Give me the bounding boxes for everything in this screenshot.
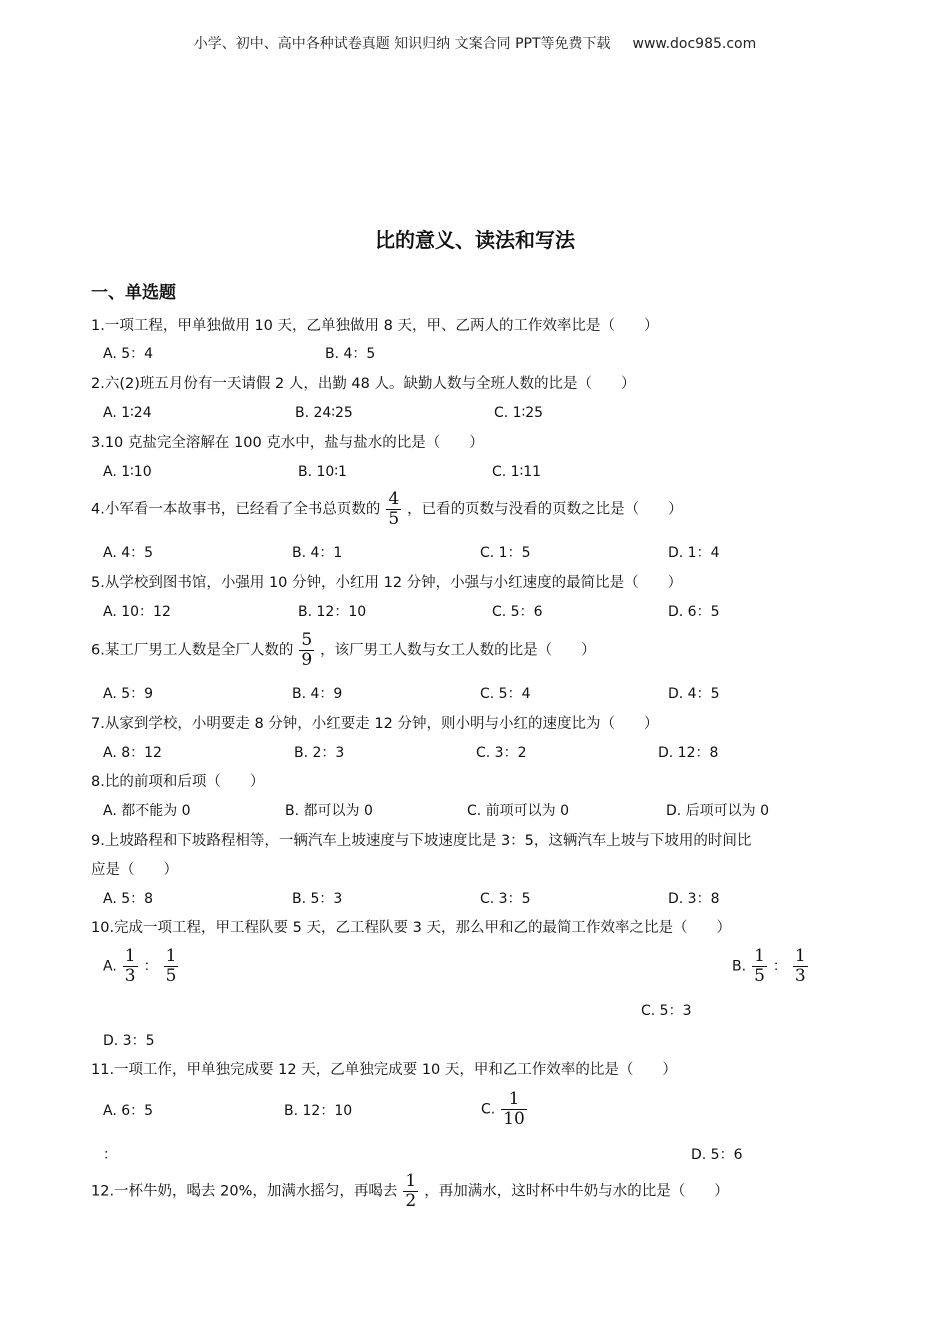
q12-numerator: 1: [405, 1171, 417, 1191]
q10-a-sep: ：: [143, 958, 158, 975]
q11-c-tail: ：: [103, 1147, 117, 1163]
q10-b-den-1: 5: [754, 966, 765, 986]
q5-option-c[interactable]: C. 5：6: [492, 604, 543, 620]
q7-option-b[interactable]: B. 2：3: [294, 745, 345, 761]
question-10: 10.完成一项工程，甲工程队要 5 天，乙工程队要 3 天，那么甲和乙的最简工作效率之比是（ ）: [91, 920, 731, 936]
q11-c-label: C.: [481, 1101, 496, 1118]
q11-c-denominator: 10: [503, 1109, 525, 1129]
q7-option-a[interactable]: A. 8：12: [103, 745, 162, 761]
question-2: 2.六(2)班五月份有一天请假 2 人，出勤 48 人。缺勤人数与全班人数的比是（ ）: [91, 376, 636, 392]
q10-a-fraction-1: [123, 947, 138, 986]
q10-b-den-2: 3: [794, 966, 806, 986]
q9-option-b[interactable]: B. 5：3: [292, 891, 343, 907]
q11-c-numerator: 1: [508, 1089, 520, 1109]
q2-option-b[interactable]: B. 24∶25: [295, 405, 353, 421]
q6-text-post: ，该厂男工人数与女工人数的比是（ ）: [320, 642, 596, 659]
q10-a-den-2: 5: [165, 966, 177, 986]
q4-option-b[interactable]: B. 4：1: [292, 545, 343, 561]
q5-option-a[interactable]: A. 10：12: [103, 604, 171, 620]
q4-text-pre: 4.小军看一本故事书，已经看了全书总页数的: [91, 501, 381, 518]
question-7: 7.从家到学校，小明要走 8 分钟，小红要走 12 分钟，则小明与小红的速度比为（ ）: [91, 716, 659, 732]
question-12: [91, 1172, 729, 1211]
q4-option-a[interactable]: A. 4：5: [103, 545, 154, 561]
q3-option-c[interactable]: C. 1∶11: [492, 464, 542, 480]
q11-option-c[interactable]: [481, 1090, 533, 1129]
q2-option-a[interactable]: A. 1∶24: [103, 405, 152, 421]
q8-option-d[interactable]: D. 后项可以为 0: [666, 803, 770, 819]
question-1: 1.一项工程，甲单独做用 10 天，乙单独做用 8 天，甲、乙两人的工作效率比是（ ）: [91, 318, 659, 334]
q10-option-b[interactable]: [732, 947, 814, 986]
q12-text-post: ，再加满水，这时杯中牛奶与水的比是（ ）: [424, 1183, 729, 1200]
q6-option-d[interactable]: D. 4：5: [668, 686, 720, 702]
q1-option-b[interactable]: B. 4：5: [325, 346, 376, 362]
q8-option-b[interactable]: B. 都可以为 0: [285, 803, 373, 819]
q6-option-c[interactable]: C. 5：4: [480, 686, 531, 702]
q12-denominator: 2: [405, 1191, 417, 1211]
q10-b-label: B.: [732, 958, 747, 975]
q10-option-c[interactable]: C. 5：3: [641, 1003, 692, 1019]
question-11: 11.一项工作，甲单独完成要 12 天，乙单独完成要 10 天，甲和乙工作效率的比是（ ）: [91, 1062, 677, 1078]
q10-b-num-2: 1: [794, 946, 806, 966]
page-title: 比的意义、读法和写法: [375, 228, 575, 252]
q10-a-den-1: 3: [124, 966, 136, 986]
q6-numerator: 5: [301, 630, 313, 650]
question-9-cont: 应是（ ）: [91, 862, 178, 878]
question-4: [91, 490, 683, 529]
q4-denominator: 5: [388, 509, 400, 529]
q11-c-fraction: [501, 1090, 527, 1129]
q10-option-d[interactable]: D. 3：5: [103, 1033, 155, 1049]
q8-option-c[interactable]: C. 前项可以为 0: [467, 803, 570, 819]
q10-a-num-2: 1: [165, 946, 177, 966]
q5-option-d[interactable]: D. 6：5: [668, 604, 720, 620]
q4-option-d[interactable]: D. 1：4: [668, 545, 720, 561]
q6-option-b[interactable]: B. 4：9: [292, 686, 343, 702]
q10-b-sep: ：: [772, 958, 787, 975]
q12-text-pre: 12.一杯牛奶，喝去 20%，加满水摇匀，再喝去: [91, 1183, 398, 1200]
q10-option-a[interactable]: [103, 947, 184, 986]
q10-a-num-1: 1: [124, 946, 136, 966]
question-5: 5.从学校到图书馆，小强用 10 分钟，小红用 12 分钟，小强与小红速度的最简比是（ ）: [91, 575, 683, 591]
q12-fraction: [403, 1172, 418, 1211]
q11-option-d[interactable]: D. 5：6: [691, 1147, 743, 1163]
header-text: 小学、初中、高中各种试卷真题 知识归纳 文案合同 PPT等免费下载: [193, 36, 611, 52]
q4-option-c[interactable]: C. 1：5: [480, 545, 531, 561]
question-8: 8.比的前项和后项（ ）: [91, 774, 265, 790]
q10-b-num-1: 1: [754, 946, 765, 966]
q6-option-a[interactable]: A. 5：9: [103, 686, 154, 702]
q9-option-c[interactable]: C. 3：5: [480, 891, 531, 907]
q10-b-fraction-2: [793, 947, 808, 986]
q9-option-d[interactable]: D. 3：8: [668, 891, 720, 907]
q11-option-a[interactable]: A. 6：5: [103, 1103, 154, 1119]
q10-a-label: A.: [103, 958, 117, 975]
question-9: 9.上坡路程和下坡路程相等，一辆汽车上坡速度与下坡速度比是 3：5，这辆汽车上坡与下坡用的时间比: [91, 833, 752, 849]
q4-numerator: 4: [388, 489, 400, 509]
q4-text-post: ，已看的页数与没看的页数之比是（ ）: [407, 501, 683, 518]
q11-option-b[interactable]: B. 12：10: [284, 1103, 353, 1119]
q10-a-fraction-2: [164, 947, 179, 986]
header-url[interactable]: www.doc985.com: [632, 36, 757, 52]
q3-option-a[interactable]: A. 1∶10: [103, 464, 152, 480]
q3-option-b[interactable]: B. 10∶1: [298, 464, 347, 480]
section-heading: 一、单选题: [91, 283, 176, 303]
q8-option-a[interactable]: A. 都不能为 0: [103, 803, 191, 819]
q7-option-c[interactable]: C. 3：2: [476, 745, 527, 761]
q2-option-c[interactable]: C. 1∶25: [494, 405, 544, 421]
question-3: 3.10 克盐完全溶解在 100 克水中，盐与盐水的比是（ ）: [91, 435, 484, 451]
q6-denominator: 9: [301, 650, 313, 670]
q6-text-pre: 6.某工厂男工人数是全厂人数的: [91, 642, 294, 659]
q4-fraction: [386, 490, 401, 529]
question-6: [91, 631, 596, 670]
q10-b-fraction-1: [752, 947, 767, 986]
page-header: [0, 33, 950, 53]
q9-option-a[interactable]: A. 5：8: [103, 891, 154, 907]
q5-option-b[interactable]: B. 12：10: [298, 604, 367, 620]
q7-option-d[interactable]: D. 12：8: [658, 745, 719, 761]
q6-fraction: [299, 631, 314, 670]
q1-option-a[interactable]: A. 5：4: [103, 346, 154, 362]
